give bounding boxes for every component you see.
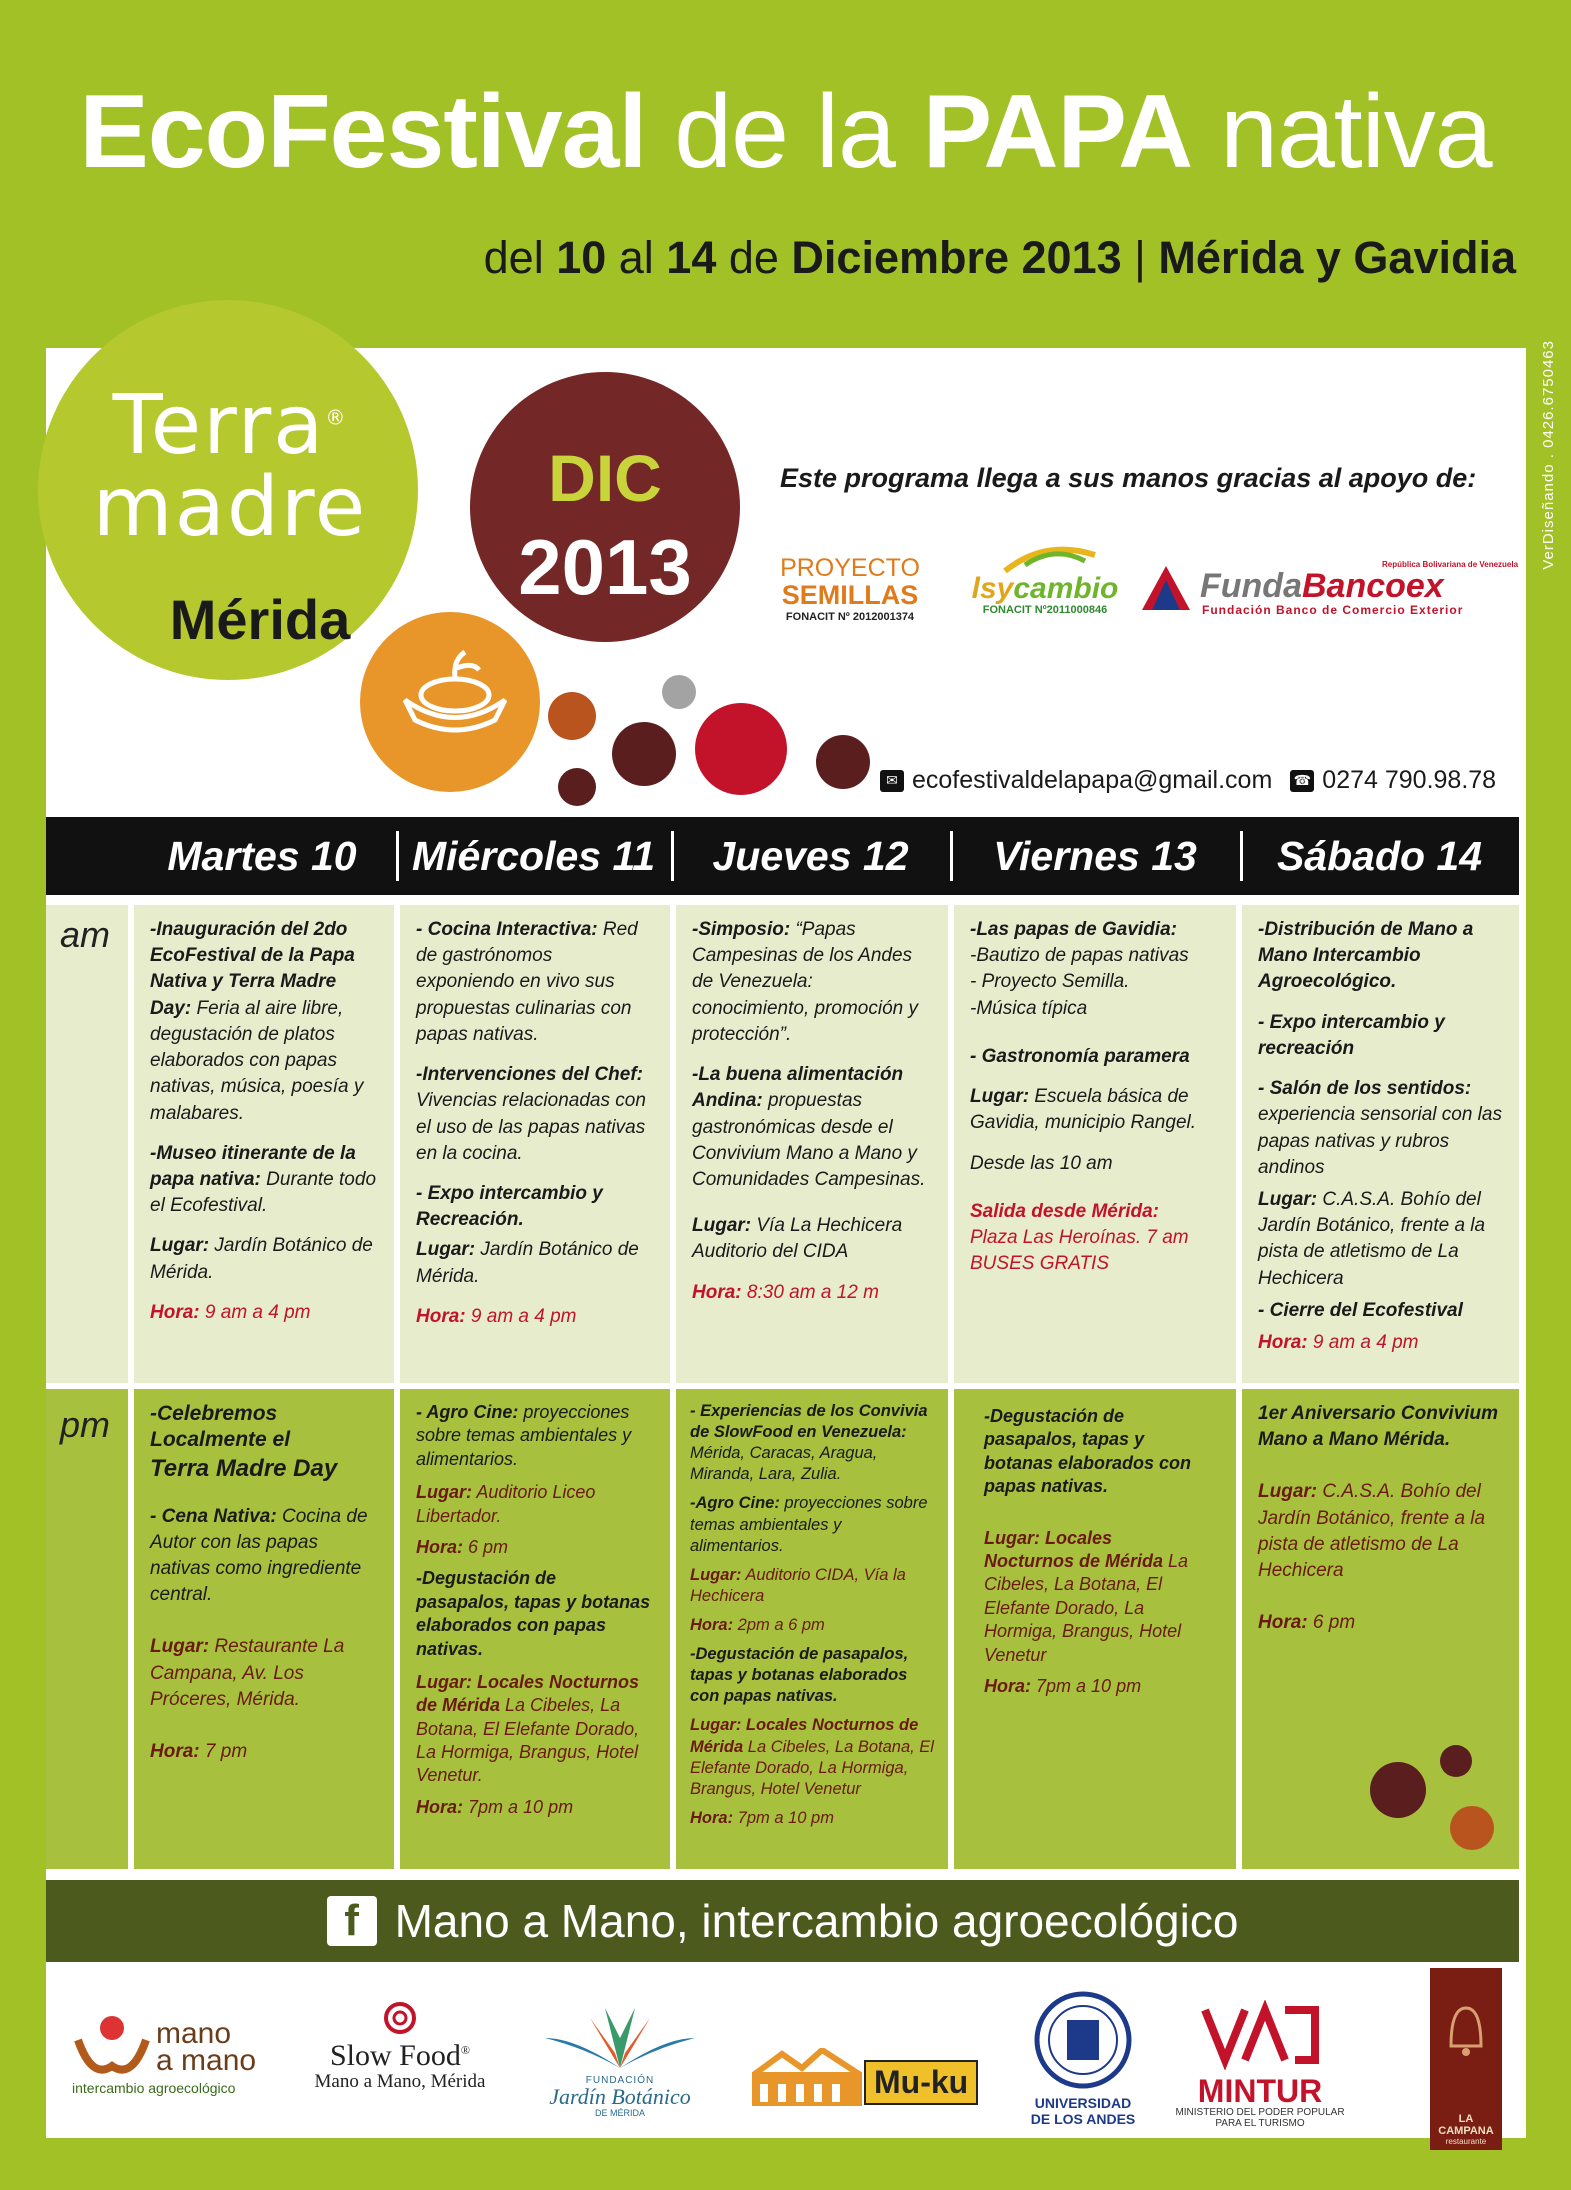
funda-part: Funda	[1200, 567, 1302, 605]
semillas-line1: PROYECTO	[780, 554, 920, 582]
day-header-jueves: Jueves 12	[671, 817, 950, 895]
departure-key: Salida desde Mérida:	[970, 1200, 1160, 1222]
isycambio-code: FONACIT Nº2011000846	[982, 604, 1108, 616]
event-desc: Red de gastrónomos exponiendo en vivo sus propuestas culinarias con papas nativas.	[416, 919, 638, 1045]
mintur-name: MINTUR	[1197, 2073, 1323, 2109]
event-desc: Feria al aire libre, degustación de platos elaborados con papas nativas, música, poesía y malabares.	[150, 997, 364, 1124]
pm-cell-miercoles	[400, 1389, 670, 1869]
time-value: 6 pm	[463, 1536, 509, 1557]
facebook-page-name: Mano a Mano, intercambio agroecológico	[394, 1895, 1239, 1947]
slow-food-text: Slow Food	[330, 2039, 461, 2072]
dot-pm-maroon	[1370, 1762, 1426, 1818]
designer-credit: VerDiseñando . 0426.6750463	[1540, 340, 1557, 570]
date-al: al	[606, 232, 667, 283]
slow-food-name	[300, 2041, 500, 2071]
dot-maroon-right	[816, 735, 870, 789]
badge-city: Mérida	[169, 588, 351, 651]
event-desc: “Papas Campesinas de los Andes de Venezuela: conocimiento, promoción y protección”.	[692, 919, 918, 1045]
date-place: Mérida y Gavidia	[1158, 232, 1516, 283]
event-title: -Degustación de pasapalos, tapas y botanas elaborados con papas nativas.	[416, 1568, 651, 1659]
jardin-name: Jardín Botánico	[549, 2084, 691, 2109]
time-value: 9 am a 4 pm	[199, 1301, 311, 1323]
event-title: -Celebremos Localmente el	[150, 1402, 291, 1452]
place-value: Auditorio Liceo Libertador.	[416, 1482, 596, 1526]
event-title: -Inauguración del 2do EcoFestival de la Papa Nativa y Terra Madre Day:	[150, 919, 355, 1019]
day-header-miercoles: Miércoles 11	[396, 817, 671, 895]
place-key: Lugar:	[416, 1482, 472, 1503]
bancoex-name	[1200, 569, 1492, 603]
event-title: 1er Aniversario Convivium Mano a Mano Mérida.	[1258, 1403, 1499, 1451]
place-key: Lugar: Locales Nocturnos de Mérida	[984, 1527, 1164, 1571]
semillas-code: FONACIT Nº 2012001374	[785, 610, 915, 623]
sponsors-heading: Este programa llega a sus manos gracias al apoyo de:	[780, 463, 1477, 493]
jardin-top: FUNDACIÓN	[585, 2075, 655, 2086]
title-nativa: nativa	[1192, 74, 1492, 190]
date-month: Diciembre 2013	[791, 232, 1122, 283]
title-de-la: de la	[646, 74, 923, 190]
facebook-banner[interactable]	[46, 1880, 1519, 1962]
event-title: -Degustación de pasapalos, tapas y botanas elaborados con papas nativas.	[984, 1406, 1192, 1497]
place-key: Lugar:	[150, 1235, 210, 1257]
cambio-part: cambio	[1013, 572, 1119, 605]
day-header-viernes: Viernes 13	[950, 817, 1240, 895]
am-cell-jueves	[676, 905, 948, 1383]
dot-gray	[662, 675, 696, 709]
place-key: Lugar:	[970, 1086, 1030, 1108]
am-cell-miercoles	[400, 905, 670, 1383]
event-title: - Agro Cine:	[416, 1402, 519, 1422]
time-value: 7pm a 10 pm	[463, 1796, 574, 1817]
mano-sub: intercambio agroecológico	[72, 2080, 236, 2096]
time-key: Hora:	[690, 1615, 734, 1634]
event-title: -Intervenciones del Chef:	[416, 1064, 643, 1086]
dot-orange	[548, 692, 596, 740]
bell-icon	[1441, 1998, 1491, 2058]
event-title: - Cocina Interactiva:	[416, 919, 598, 940]
festival-dates	[484, 232, 1516, 284]
la-campana-logo	[1430, 1968, 1502, 2150]
dot-maroon-large	[612, 722, 676, 786]
dot-pm-orange	[1450, 1806, 1494, 1850]
am-label-column	[46, 905, 128, 1383]
time-value: 7pm a 10 pm	[1031, 1675, 1142, 1696]
time-value: 9 am a 4 pm	[1307, 1332, 1419, 1354]
event-desc: propuestas gastronómicas desde el Convivium Mano a Mano y Comunidades Campesinas.	[692, 1090, 926, 1190]
pm-label: pm	[60, 1404, 111, 1445]
pm-label-column	[46, 1389, 128, 1869]
a-mano-part: a mano	[156, 2044, 257, 2077]
date-de: de	[716, 232, 792, 283]
time-key: Hora:	[416, 1796, 464, 1817]
title-papa: PAPA	[922, 74, 1193, 190]
place-value: Restaurante La Campana, Av. Los Próceres, Mérida.	[150, 1636, 345, 1710]
place-value: Auditorio CIDA, Vía la Hechicera	[690, 1565, 906, 1605]
day-header-martes: Martes 10	[167, 832, 357, 879]
place-key: Lugar:	[1258, 1481, 1318, 1503]
slow-food-sub: Mano a Mano, Mérida	[314, 2071, 486, 2092]
time-key: Hora:	[984, 1675, 1032, 1696]
place-key: Lugar:	[416, 1239, 476, 1261]
event-desc: Cocina de Autor con las papas nativas como ingrediente central.	[150, 1505, 368, 1606]
mintur-sub: MINISTERIO DEL PODER POPULAR PARA EL TURISMO	[1175, 2107, 1345, 2129]
jardin-botanico-logo	[525, 1998, 715, 2118]
am-cell-martes	[134, 905, 394, 1383]
facebook-icon: f	[327, 1896, 377, 1946]
mintur-logo	[1170, 2000, 1350, 2129]
date-end: 14	[666, 232, 717, 283]
dic-label: DIC	[548, 441, 662, 515]
ula-seal-icon	[1033, 1990, 1133, 2090]
title-ecofestival: EcoFestival	[79, 74, 647, 190]
ula-logo	[1018, 1990, 1148, 2127]
isy-part: lsy	[971, 572, 1014, 605]
dot-red	[695, 703, 787, 795]
time-value: 7pm a 10 pm	[733, 1808, 834, 1827]
mano-part: mano	[156, 2017, 232, 2050]
terra-madre-logo	[70, 378, 390, 555]
event-desc: experiencia sensorial con las papas nativas y rubros andinos	[1258, 1104, 1502, 1178]
time-value: 8:30 am a 12 m	[741, 1281, 879, 1303]
time-key: Hora:	[150, 1301, 200, 1323]
place-value: Vía La Hechicera Auditorio del CIDA	[692, 1215, 903, 1263]
am-cell-viernes	[954, 905, 1236, 1383]
event-desc: Mérida, Caracas, Aragua, Miranda, Lara, Zulia.	[690, 1444, 878, 1484]
mano-wordmark	[156, 2017, 257, 2077]
time-key: Hora:	[416, 1305, 466, 1327]
mano-a-mano-logo	[72, 2010, 272, 2096]
am-cell-sabado	[1242, 905, 1519, 1383]
place-value: Escuela básica de Gavidia, municipio Rangel.	[970, 1086, 1197, 1134]
potato-boat-icon	[395, 640, 515, 750]
time-key: Hora:	[150, 1741, 200, 1763]
time-value: 6 pm	[1307, 1612, 1356, 1634]
days-header	[46, 817, 1519, 895]
date-start: 10	[556, 232, 607, 283]
proyecto-semillas-logo	[770, 556, 930, 623]
date-prefix: del	[483, 232, 557, 283]
campana-sub: restaurante	[1445, 2137, 1487, 2146]
event-title: - Expo intercambio y Recreación.	[416, 1182, 603, 1231]
contact-phone: 0274 790.98.78	[1322, 766, 1497, 794]
event-title: -Las papas de Gavidia:	[970, 919, 1177, 940]
dic-year: 2013	[518, 523, 692, 611]
snail-icon	[380, 2000, 420, 2036]
ula-line2: DE LOS ANDES	[1030, 2111, 1136, 2127]
time-value: 7 pm	[199, 1741, 248, 1763]
time-key: Hora:	[1258, 1332, 1308, 1354]
festival-title	[0, 74, 1571, 190]
place-key: Lugar:	[150, 1636, 210, 1658]
ula-line1: UNIVERSIDAD	[1034, 2095, 1132, 2111]
event-title: - Cierre del Ecofestival	[1258, 1299, 1463, 1321]
mu-ku-name: Mu-ku	[864, 2060, 978, 2105]
mountain-icon	[752, 2048, 862, 2106]
event-title: -Museo itinerante de la papa nativa:	[150, 1142, 356, 1190]
campana-name: LA CAMPANA	[1438, 2113, 1494, 2137]
slow-food-reg: ®	[460, 2043, 470, 2057]
place-key: Lugar: Locales Nocturnos de Mérida	[416, 1671, 640, 1716]
bancoex-sub: Fundación Banco de Comercio Exterior	[1202, 603, 1464, 617]
event-title: -Agro Cine:	[690, 1494, 780, 1513]
fundabancoex-logo	[1142, 560, 1519, 617]
place-value: C.A.S.A. Bohío del Jardín Botánico, frente a la pista de atletismo de La Hechicera	[1258, 1481, 1486, 1582]
event-title: - Gastronomía paramera	[970, 1045, 1190, 1067]
terra-word: Terra	[112, 378, 326, 473]
slow-food-logo	[300, 2000, 500, 2093]
pm-cell-viernes	[954, 1389, 1236, 1869]
place-value: La Cibeles, La Botana, El Elefante Dorado, La Hormiga, Brangus, Hotel Venetur.	[416, 1695, 640, 1786]
event-desc: proyecciones sobre temas ambientales y alimentarios.	[690, 1494, 928, 1555]
registered-mark: ®	[325, 405, 348, 430]
event-line: -Música típica	[970, 997, 1088, 1019]
agave-icon	[535, 1998, 705, 2070]
pm-cell-jueves	[676, 1389, 948, 1869]
day-header-sabado: Sábado 14	[1240, 817, 1519, 895]
hands-tomato-icon	[72, 2010, 152, 2080]
triangle-icon	[1142, 566, 1190, 610]
time-value: 9 am a 4 pm	[465, 1305, 577, 1327]
event-desc: Vivencias relacionadas con el uso de las papas nativas en la cocina.	[416, 1090, 646, 1164]
time-key: Hora:	[692, 1281, 742, 1303]
event-desc: proyecciones sobre temas ambientales y alimentarios.	[416, 1402, 632, 1469]
event-line: -Bautizo de papas nativas	[970, 945, 1189, 967]
dot-pm-red	[1440, 1745, 1472, 1777]
isycambio-name	[960, 574, 1130, 604]
mintur-icon	[1195, 2000, 1325, 2070]
event-title: -La buena alimentación Andina:	[692, 1064, 904, 1112]
place-value: La Cibeles, La Botana, El Elefante Dorado, La Hormiga, Brangus, Hotel Venetur	[984, 1550, 1189, 1665]
event-title: - Expo intercambio y recreación	[1258, 1011, 1445, 1059]
event-title: - Cena Nativa:	[150, 1505, 277, 1527]
jardin-sub: DE MÉRIDA	[594, 2108, 645, 2118]
time-key: Hora:	[690, 1808, 734, 1827]
place-value: Jardín Botánico de Mérida.	[150, 1235, 373, 1283]
place-key: Lugar: Locales Nocturnos de Mérida	[690, 1716, 919, 1756]
am-label: am	[60, 914, 111, 955]
event-title-highlight: Terra Madre Day	[150, 1454, 338, 1482]
event-title: -Distribución de Mano a Mano Intercambio Agroecológico.	[1258, 919, 1474, 993]
dot-maroon-small	[558, 768, 596, 806]
bancoex-part: Bancoex	[1301, 567, 1444, 605]
time-key: Hora:	[1258, 1612, 1308, 1634]
event-title: - Experiencias de los Convivia de SlowFood en Venezuela:	[690, 1402, 928, 1442]
event-desc: Durante todo el Ecofestival.	[150, 1168, 377, 1217]
time-key: Hora:	[416, 1536, 464, 1557]
leaf-icon	[985, 545, 1105, 573]
place-value: Jardín Botánico de Mérida.	[416, 1239, 639, 1287]
place-key: Lugar:	[690, 1565, 742, 1584]
bancoex-top: República Bolivariana de Venezuela	[1382, 560, 1519, 569]
madre-word: madre	[92, 460, 368, 555]
contact-info	[880, 766, 1496, 795]
event-title: -Degustación de pasapalos, tapas y botanas elaborados con papas nativas.	[690, 1645, 909, 1706]
email-icon: ✉	[880, 770, 904, 792]
place-value: La Cibeles, La Botana, El Elefante Dorado, La Hormiga, Brangus, Hotel Venetur	[690, 1737, 934, 1798]
contact-email[interactable]: ecofestivaldelapapa@gmail.com	[912, 766, 1273, 794]
time-value: 2pm a 6 pm	[733, 1615, 825, 1634]
departure-value: Plaza Las Heroínas. 7 am	[970, 1226, 1189, 1248]
semillas-line2: SEMILLAS	[781, 580, 919, 610]
place-key: Lugar:	[1258, 1188, 1318, 1210]
event-title: -Simposio:	[692, 919, 791, 940]
event-line: - Proyecto Semilla.	[970, 971, 1130, 993]
phone-icon: ☎	[1290, 770, 1314, 792]
isycambio-logo	[960, 545, 1130, 616]
mu-ku-logo	[752, 2048, 992, 2106]
free-buses: BUSES GRATIS	[970, 1253, 1110, 1275]
place-key: Lugar:	[692, 1215, 752, 1237]
pm-cell-martes	[134, 1389, 394, 1869]
start-time: Desde las 10 am	[970, 1152, 1113, 1174]
place-value: C.A.S.A. Bohío del Jardín Botánico, frente a la pista de atletismo de La Hechicera	[1258, 1188, 1486, 1289]
date-separator: |	[1121, 232, 1159, 283]
event-title: - Salón de los sentidos:	[1258, 1078, 1472, 1100]
